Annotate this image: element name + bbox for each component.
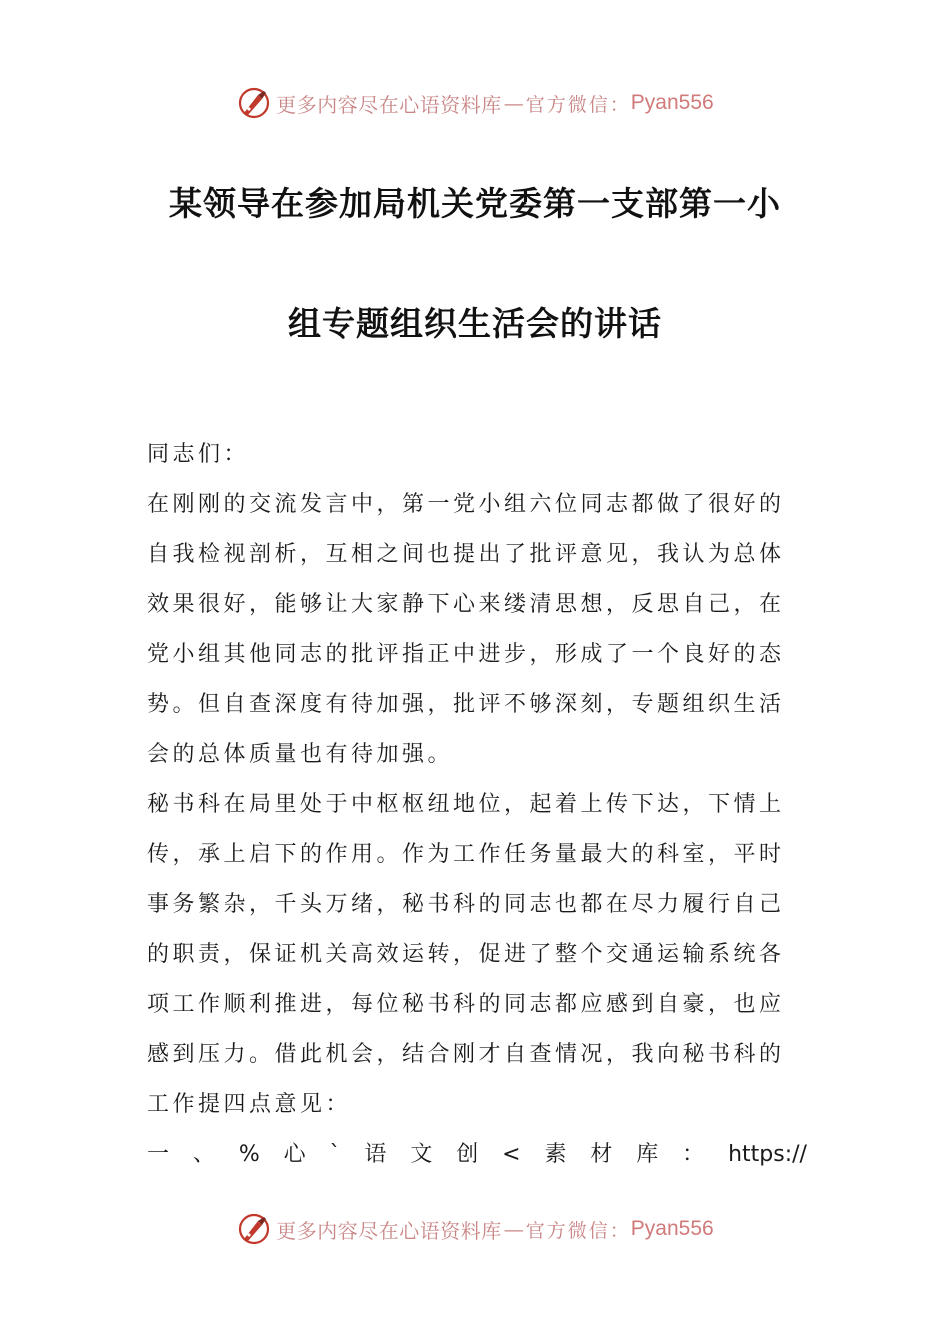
pen-nib-logo-icon: [236, 85, 272, 121]
document-title-line-1: 某领导在参加局机关党委第一支部第一小: [169, 184, 781, 223]
banner-separator: —: [503, 1217, 524, 1241]
banner-separator: —: [503, 91, 524, 115]
banner-text: 更多内容尽在心语资料库: [276, 92, 502, 117]
body-line: 感到压力。借此机会，结合刚才自查情况，我向秘书科的: [147, 1042, 785, 1067]
banner-wechat-label: 官方微信：: [525, 1219, 631, 1242]
body-line: 效果很好，能够让大家静下心来缕清思想，反思自己，在: [147, 592, 785, 617]
body-token: 库: [636, 1142, 659, 1167]
body-line-spaced: [147, 1130, 807, 1180]
document-body: [147, 430, 807, 1180]
document-title-line-2: 组专题组织生活会的讲话: [288, 304, 662, 343]
body-line: 自我检视剖析，互相之间也提出了批评意见，我认为总体: [147, 542, 785, 567]
body-line: 项工作顺利推进，每位秘书科的同志都应感到自豪，也应: [147, 992, 785, 1017]
body-token: ：: [682, 1142, 705, 1167]
body-line: 事务繁杂，千头万绪，秘书科的同志也都在尽力履行自己: [147, 892, 785, 917]
body-line: 的职责，保证机关高效运转，促进了整个交通运输系统各: [147, 942, 785, 967]
body-token: 创: [456, 1142, 479, 1167]
body-token: 材: [590, 1142, 613, 1167]
header-banner: [0, 83, 950, 123]
body-token: 素: [544, 1142, 567, 1167]
body-line: 党小组其他同志的批评指正中进步，形成了一个良好的态: [147, 642, 785, 667]
body-token: 文: [410, 1142, 433, 1167]
banner-text: 更多内容尽在心语资料库: [276, 1218, 502, 1243]
body-line: 传，承上启下的作用。作为工作任务量最大的科室，平时: [147, 842, 785, 867]
body-line: 会的总体质量也有待加强。: [147, 742, 454, 767]
body-token: 心: [283, 1142, 306, 1167]
body-line: 工作提四点意见：: [147, 1092, 352, 1117]
banner-wechat-id: Pyan556: [630, 91, 714, 114]
body-token: 语: [364, 1142, 387, 1167]
body-line: 同志们：: [147, 442, 250, 467]
body-token: %: [238, 1142, 260, 1167]
body-token: 、: [192, 1142, 215, 1167]
body-line: 秘书科在局里处于中枢枢纽地位，起着上传下达，下情上: [147, 792, 785, 817]
banner-wechat-label: 官方微信：: [525, 93, 631, 116]
body-link-fragment[interactable]: https://: [728, 1142, 807, 1167]
body-line: 在刚刚的交流发言中，第一党小组六位同志都做了很好的: [147, 492, 785, 517]
body-token: <: [502, 1142, 521, 1167]
body-line: 势。但自查深度有待加强，批评不够深刻，专题组织生活: [147, 692, 785, 717]
footer-banner: [0, 1209, 950, 1249]
pen-nib-logo-icon: [236, 1211, 272, 1247]
banner-wechat-id: Pyan556: [630, 1217, 714, 1240]
body-token: 一: [147, 1142, 170, 1167]
body-token: `: [329, 1142, 341, 1167]
